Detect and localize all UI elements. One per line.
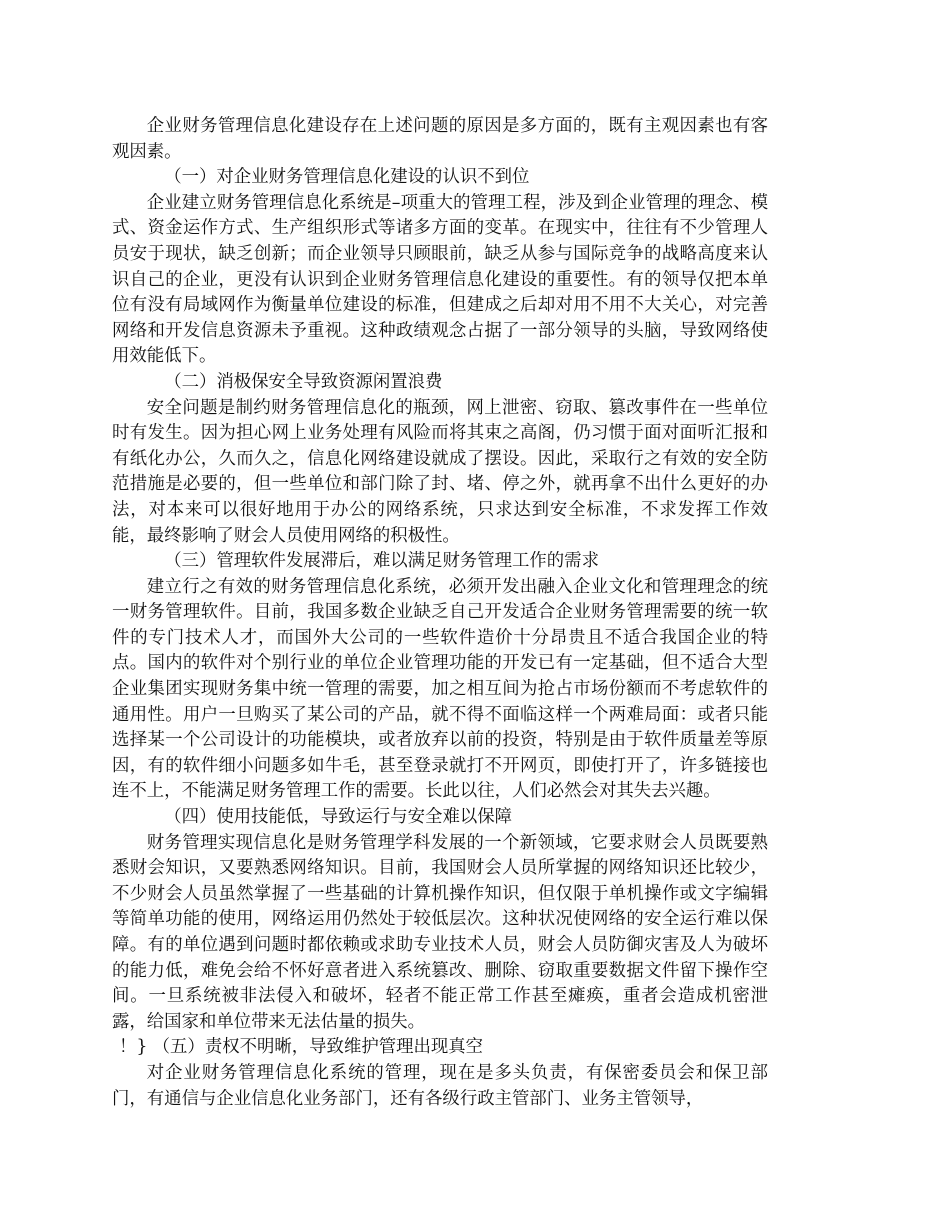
paragraph-section-4: 财务管理实现信息化是财务管理学科发展的一个新领域，它要求财会人员既要熟悉财会知识，又要熟悉网络知识。目前，我国财会人员所掌握的网络知识还比较少，不少财会人员虽然掌握了一些基础的计算机操作知识，但仅限于单机操作或文字编辑等简单功能的使用，网络运用仍然处于较低层次。这种状况使网络的安全运行难以保障。有的单位遇到问题时都依赖或求助专业技术人员，财会人员防御灾害及人为破坏的能力低，难免会给不怀好意者进入系统篡改、删除、窃取重要数据文件留下操作空间。一旦系统被非法侵入和破坏，轻者不能正常工作甚至瘫痪，重者会造成机密泄露，给国家和单位带来无法估量的损失。 xyxy=(112,832,768,1032)
paragraph-section-1: 企业建立财务管理信息化系统是–项重大的管理工程，涉及到企业管理的理念、模式、资金运作方式、生产组织形式等诸多方面的变革。在现实中，往往有不少管理人员安于现状，缺乏创新；而企业领导只顾眼前，缺乏从参与国际竞争的战略高度来认识自己的企业，更没有认识到企业财务管理信息化建设的重要性。有的领导仅把本单位有没有局域网作为衡量单位建设的标准，但建成之后却对用不用不大关心，对完善网络和开发信息资源未予重视。这种政绩观念占据了一部分领导的头脑，导致网络使用效能低下。 xyxy=(112,192,768,367)
paragraph-section-2: 安全问题是制约财务管理信息化的瓶颈，网上泄密、窃取、篡改事件在一些单位时有发生。因为担心网上业务处理有风险而将其束之高阁，仍习惯于面对面听汇报和有纸化办公，久而久之，信息化网络建设就成了摆设。因此，采取行之有效的安全防范措施是必要的，但一些单位和部门除了封、堵、停之外，就再拿不出什么更好的办法，对本来可以很好地用于办公的网络系统，只求达到安全标准，不求发挥工作效能，最终影响了财会人员使用网络的积极性。 xyxy=(112,397,768,546)
section-heading-1: （一）对企业财务管理信息化建设的认识不到位 xyxy=(164,167,530,188)
section-heading-2: （二）消极保安全导致资源闲置浪费 xyxy=(164,371,443,392)
paragraph-section-5: 对企业财务管理信息化系统的管理，现在是多头负责，有保密委员会和保卫部门，有通信与企业信息化业务部门，还有各级行政主管部门、业务主管领导， xyxy=(112,1062,768,1109)
section-heading-4: （四）使用技能低，导致运行与安全难以保障 xyxy=(164,807,513,828)
section-heading-3: （三）管理软件发展滞后，难以满足财务管理工作的需求 xyxy=(164,551,599,572)
margin-mark: ！} xyxy=(118,1037,148,1058)
section-heading-5 xyxy=(112,1035,768,1061)
paragraph-section-3: 建立行之有效的财务管理信息化系统，必须开发出融入企业文化和管理理念的统一财务管理软件。目前，我国多数企业缺乏自己开发适合企业财务管理需要的统一软件的专门技术人才，而国外大公司的一些软件造价十分昂贵且不适合我国企业的特点。国内的软件对个别行业的单位企业管理功能的开发已有一定基础，但不适合大型企业集团实现财务集中统一管理的需要，加之相互间为抢占市场份额而不考虑软件的通用性。用户一旦购买了某公司的产品，就不得不面临这样一个两难局面：或者只能选择某一个公司设计的功能模块，或者放弃以前的投资，特别是由于软件质量差等原因，有的软件细小问题多如牛毛，甚至登录就打不开网页，即使打开了，许多链接也连不上，不能满足财务管理工作的需要。长此以往，人们必然会对其失去兴趣。 xyxy=(112,576,768,802)
section-heading-5-text: （五）责权不明晰，导致维护管理出现真空 xyxy=(152,1037,484,1058)
paragraph-intro: 企业财务管理信息化建设存在上述问题的原因是多方面的，既有主观因素也有客观因素。 xyxy=(112,116,768,162)
document-page xyxy=(112,114,768,1112)
